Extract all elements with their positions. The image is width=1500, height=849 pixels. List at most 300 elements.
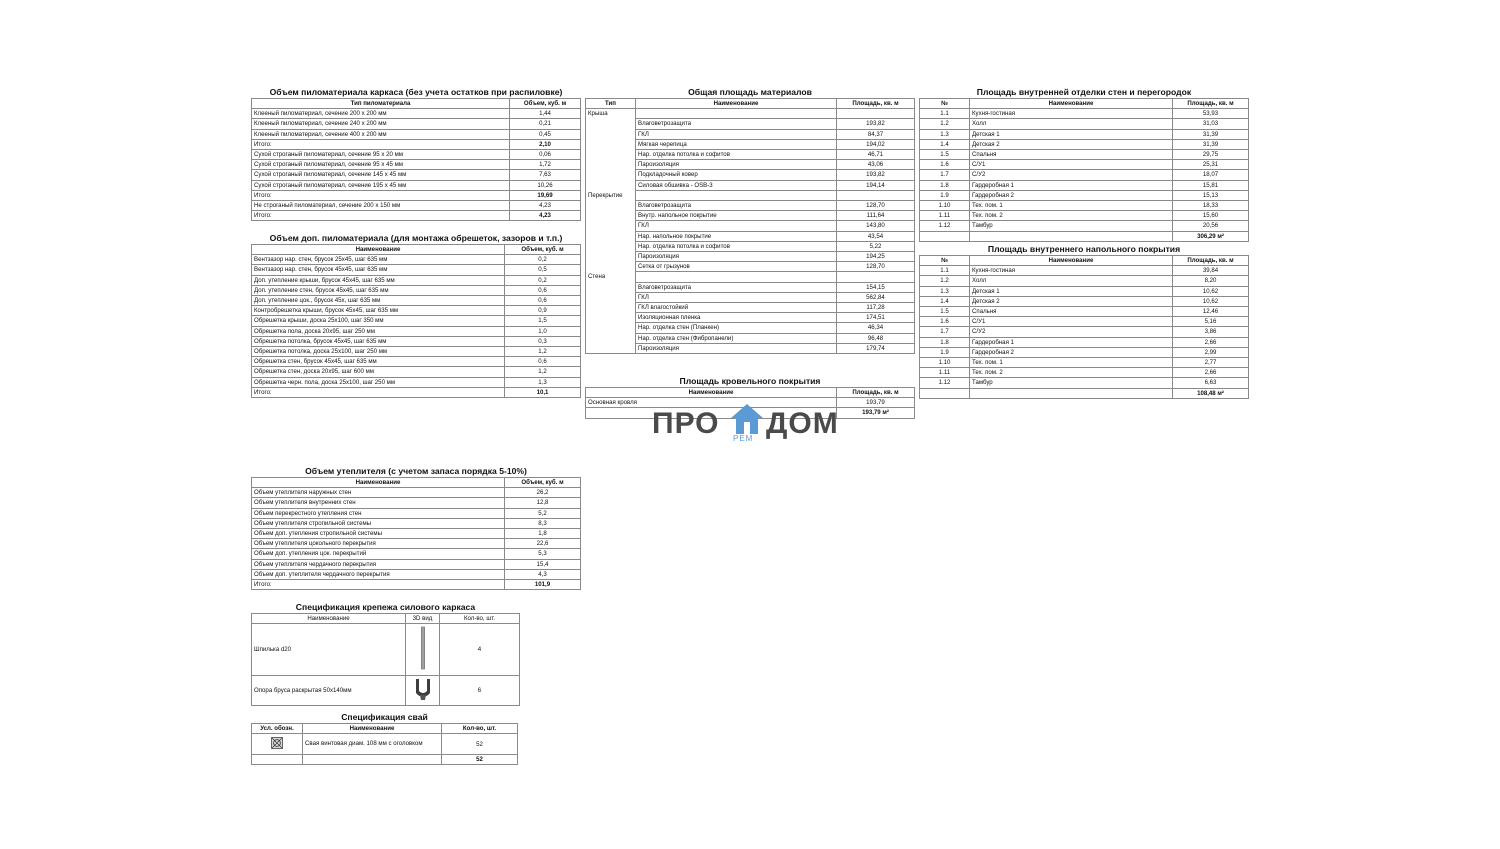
table-row [920, 327, 1249, 337]
table-row [252, 357, 581, 367]
room-area: 15,81 [1173, 180, 1249, 190]
room-number: 1.12 [920, 221, 970, 231]
col-header: Кол-во, шт. [440, 614, 520, 624]
fasteners-table [251, 613, 520, 706]
col-header: Объем, куб. м [510, 99, 581, 109]
item-name: Итого: [252, 387, 505, 397]
item-name: Вентзазор нар. стен, брусок 25х45, шаг 635 мм [252, 255, 505, 265]
item-value: 1,44 [510, 109, 581, 119]
logo-text-dom: ДОМ [766, 407, 839, 440]
materials-section [585, 87, 915, 354]
room-number: 1.5 [920, 307, 970, 317]
item-name: Объем доп. утеплителя чердачного перекрытия [252, 569, 505, 579]
empty-cell [920, 231, 970, 241]
empty-cell [586, 241, 636, 251]
material-area: 154,15 [837, 282, 915, 292]
roofing-total: 193,79 м² [837, 408, 915, 418]
empty-cell [252, 755, 303, 765]
total-row [252, 211, 581, 221]
empty-cell [586, 160, 636, 170]
item-value: 5,3 [505, 549, 581, 559]
room-number: 1.7 [920, 170, 970, 180]
material-area: 96,48 [837, 333, 915, 343]
empty-cell [586, 343, 636, 353]
table-row [920, 266, 1249, 276]
material-area: 111,64 [837, 211, 915, 221]
table-row [586, 129, 915, 139]
table-row [920, 170, 1249, 180]
logo-sub: РЕМ [733, 434, 754, 443]
col-header: Площадь, кв. м [837, 99, 915, 109]
item-value: 7,63 [510, 170, 581, 180]
item-value: 4,3 [505, 569, 581, 579]
material-name: Нар. отделка стен (Фибропанели) [636, 333, 837, 343]
table-row [252, 170, 581, 180]
item-name: Обрешетка черн. пола, доска 25х100, шаг 250 мм [252, 377, 505, 387]
item-value: 0,6 [505, 285, 581, 295]
total-area: 108,48 м² [1173, 388, 1249, 398]
empty-cell [303, 755, 442, 765]
table-row [586, 180, 915, 190]
material-name: Нар. отделка стен (Планкен) [636, 323, 837, 333]
room-number: 1.9 [920, 190, 970, 200]
room-area: 2,77 [1173, 358, 1249, 368]
room-number: 1.6 [920, 317, 970, 327]
table-row [252, 109, 581, 119]
logo [652, 403, 852, 445]
empty-cell [586, 303, 636, 313]
table-row [252, 255, 581, 265]
insulation-section [251, 466, 581, 590]
empty-cell [586, 211, 636, 221]
item-value: 0,9 [505, 306, 581, 316]
room-area: 53,93 [1173, 109, 1249, 119]
room-area: 8,20 [1173, 276, 1249, 286]
item-value: 0,45 [510, 129, 581, 139]
col-header: Объем, куб. м [505, 245, 581, 255]
material-name: Пароизоляция [636, 160, 837, 170]
total-row [252, 139, 581, 149]
room-area: 20,56 [1173, 221, 1249, 231]
table-row [586, 313, 915, 323]
table-row [586, 262, 915, 272]
material-area: 194,02 [837, 139, 915, 149]
room-name: Спальня [970, 150, 1173, 160]
room-name: С/У2 [970, 327, 1173, 337]
table-row [920, 211, 1249, 221]
room-name: Холл [970, 119, 1173, 129]
table-row [252, 734, 518, 755]
room-area: 31,39 [1173, 129, 1249, 139]
item-name: Клееный пиломатериал, сечение 400 х 200 мм [252, 129, 510, 139]
group-type: Стена [586, 272, 636, 282]
col-header: Тип [586, 99, 636, 109]
table-row [252, 275, 581, 285]
room-area: 18,33 [1173, 201, 1249, 211]
material-area: 194,25 [837, 252, 915, 262]
material-name: ГКЛ влагостойкий [636, 303, 837, 313]
total-row [252, 190, 581, 200]
item-name: Обрешетка пола, доска 20х95, шаг 250 мм [252, 326, 505, 336]
material-area: 194,14 [837, 180, 915, 190]
table-row [586, 303, 915, 313]
room-name: Тамбур [970, 221, 1173, 231]
room-name: Детская 1 [970, 129, 1173, 139]
empty-cell [920, 388, 970, 398]
col-header: Наименование [252, 614, 406, 624]
material-name: Пароизоляция [636, 343, 837, 353]
table-row [920, 276, 1249, 286]
table-row [920, 358, 1249, 368]
item-value: 0,6 [505, 296, 581, 306]
room-area: 15,60 [1173, 211, 1249, 221]
material-name: Влаговетрозащита [636, 119, 837, 129]
item-value: 1,72 [510, 160, 581, 170]
empty-cell [586, 323, 636, 333]
material-area: 43,06 [837, 160, 915, 170]
table-row [920, 160, 1249, 170]
table-row [252, 488, 581, 498]
room-name: Тех. пом. 1 [970, 358, 1173, 368]
item-value: 0,5 [505, 265, 581, 275]
item-value: 4,23 [510, 201, 581, 211]
material-name: ГКЛ [636, 129, 837, 139]
material-area: 562,84 [837, 292, 915, 302]
empty-cell [636, 190, 837, 200]
table-row [252, 569, 581, 579]
item-name: Обрешетка потолка, доска 25х100, шаг 250 мм [252, 347, 505, 357]
item-name: Контробрешетка крыши, брусок 45х45, шаг 635 мм [252, 306, 505, 316]
table-row [586, 211, 915, 221]
item-value: 4,23 [510, 211, 581, 221]
room-name: Гардеробная 1 [970, 180, 1173, 190]
material-name: ГКЛ [636, 221, 837, 231]
room-area: 18,07 [1173, 170, 1249, 180]
table-row [252, 347, 581, 357]
table-row [252, 180, 581, 190]
walls-finish-table [919, 98, 1249, 242]
item-name: Доп. утепление крыши, брусок 45х45, шаг 635 мм [252, 275, 505, 285]
empty-cell [586, 150, 636, 160]
table-row [252, 539, 581, 549]
table-row [252, 160, 581, 170]
logo-text-pro: ПРО [652, 407, 720, 440]
room-name: Детская 2 [970, 296, 1173, 306]
col-header: Наименование [970, 256, 1173, 266]
materials-table [585, 98, 915, 354]
room-name: Тех. пом. 1 [970, 201, 1173, 211]
table-row [252, 518, 581, 528]
room-area: 31,39 [1173, 139, 1249, 149]
room-number: 1.12 [920, 378, 970, 388]
extra-lumber-section [251, 233, 581, 398]
table-row [920, 150, 1249, 160]
material-area: 128,70 [837, 262, 915, 272]
room-area: 31,03 [1173, 119, 1249, 129]
stud-icon [406, 624, 440, 676]
table-row [920, 286, 1249, 296]
room-area: 29,75 [1173, 150, 1249, 160]
empty-cell [586, 282, 636, 292]
material-area: 193,82 [837, 170, 915, 180]
table-row [252, 285, 581, 295]
table-row [920, 368, 1249, 378]
room-name: Гардеробная 2 [970, 347, 1173, 357]
item-value: 1,0 [505, 326, 581, 336]
room-name: Кухня-гостиная [970, 109, 1173, 119]
room-number: 1.7 [920, 327, 970, 337]
total-row [920, 231, 1249, 241]
col-header: Площадь, кв. м [1173, 256, 1249, 266]
table-row [586, 119, 915, 129]
item-name: Объем доп. утепления цок. перекрытий [252, 549, 505, 559]
piles-table [251, 723, 518, 765]
material-name: ГКЛ [636, 292, 837, 302]
table-row [252, 316, 581, 326]
table-row [920, 119, 1249, 129]
room-number: 1.5 [920, 150, 970, 160]
insulation-table [251, 477, 581, 590]
item-name: Обрешетка стен, доска 20х95, шаг 600 мм [252, 367, 505, 377]
item-value: 22,6 [505, 539, 581, 549]
room-area: 3,86 [1173, 327, 1249, 337]
item-name: Сухой строганый пиломатериал, сечение 145 х 45 мм [252, 170, 510, 180]
empty-cell [586, 170, 636, 180]
group-row [586, 272, 915, 282]
table-row [920, 221, 1249, 231]
room-area: 25,31 [1173, 160, 1249, 170]
material-name: Нар. отделка потолка и софитов [636, 241, 837, 251]
room-name: С/У1 [970, 160, 1173, 170]
room-number: 1.1 [920, 266, 970, 276]
table-row [586, 333, 915, 343]
item-name: Сухой строганый пиломатериал, сечение 95 х 45 мм [252, 160, 510, 170]
empty-cell [586, 221, 636, 231]
item-value: 12,8 [505, 498, 581, 508]
table-row [252, 498, 581, 508]
room-number: 1.10 [920, 358, 970, 368]
col-header: Наименование [586, 388, 837, 398]
room-name: Детская 1 [970, 286, 1173, 296]
item-value: 0,3 [505, 336, 581, 346]
item-name: Не строганый пиломатериал, сечение 200 х 150 мм [252, 201, 510, 211]
room-name: Гардеробная 2 [970, 190, 1173, 200]
empty-cell [837, 109, 915, 119]
item-name: Объем утеплителя чердачного перекрытия [252, 559, 505, 569]
empty-cell [586, 139, 636, 149]
table-row [586, 241, 915, 251]
table-row [252, 676, 520, 706]
fasteners-title: Спецификация крепежа силового каркаса [295, 602, 476, 612]
material-area: 46,71 [837, 150, 915, 160]
table-row [586, 231, 915, 241]
table-row [252, 336, 581, 346]
room-area: 2,99 [1173, 347, 1249, 357]
room-number: 1.8 [920, 180, 970, 190]
item-value: 26,2 [505, 488, 581, 498]
material-name: Подкладочный ковер [636, 170, 837, 180]
total-row [920, 388, 1249, 398]
room-area: 10,62 [1173, 296, 1249, 306]
material-name: Нар. напольное покрытие [636, 231, 837, 241]
table-row [920, 129, 1249, 139]
col-header: № [920, 256, 970, 266]
empty-cell [586, 313, 636, 323]
item-value: 0,6 [505, 357, 581, 367]
table-row [920, 296, 1249, 306]
table-row [586, 343, 915, 353]
item-name: Объем перекрестного утепления стен [252, 508, 505, 518]
table-row [920, 201, 1249, 211]
table-row [586, 292, 915, 302]
col-header: 3D вид [406, 614, 440, 624]
room-number: 1.4 [920, 139, 970, 149]
item-value: 1,3 [505, 377, 581, 387]
material-area: 84,37 [837, 129, 915, 139]
col-header: Наименование [252, 478, 505, 488]
material-name: Внутр. напольное покрытие [636, 211, 837, 221]
item-value: 5,2 [505, 508, 581, 518]
empty-cell [586, 180, 636, 190]
item-name: Вентзазор нар. стен, брусок 45х45, шаг 635 мм [252, 265, 505, 275]
table-row [252, 119, 581, 129]
room-number: 1.3 [920, 129, 970, 139]
table-row [586, 139, 915, 149]
material-name: Пароизоляция [636, 252, 837, 262]
room-name: Тех. пом. 2 [970, 368, 1173, 378]
room-name: С/У1 [970, 317, 1173, 327]
piles-title: Спецификация свай [341, 712, 428, 722]
table-row [586, 160, 915, 170]
room-number: 1.10 [920, 201, 970, 211]
material-name: Влаговетрозащита [636, 282, 837, 292]
table-row [586, 323, 915, 333]
room-number: 1.3 [920, 286, 970, 296]
room-number: 1.9 [920, 347, 970, 357]
col-header: Кол-во, шт. [442, 724, 518, 734]
table-row [252, 296, 581, 306]
table-row [920, 190, 1249, 200]
empty-cell [586, 201, 636, 211]
table-row [252, 508, 581, 518]
room-area: 5,16 [1173, 317, 1249, 327]
group-row [586, 190, 915, 200]
fasteners-section [251, 602, 520, 706]
table-row [586, 221, 915, 231]
table-row [920, 307, 1249, 317]
material-area: 179,74 [837, 343, 915, 353]
item-value: 2,10 [510, 139, 581, 149]
item-value: 8,3 [505, 518, 581, 528]
item-name: Объем доп. утепления стропильной системы [252, 529, 505, 539]
table-row [586, 252, 915, 262]
empty-cell [970, 231, 1173, 241]
lumber-table [251, 98, 581, 221]
group-row [586, 109, 915, 119]
empty-cell [636, 109, 837, 119]
total-row [252, 387, 581, 397]
table-row [252, 559, 581, 569]
empty-cell [837, 190, 915, 200]
item-value: 1,2 [505, 367, 581, 377]
empty-cell [586, 252, 636, 262]
item-name: Сухой строганый пиломатериал, сечение 195 х 45 мм [252, 180, 510, 190]
floor-finish-table [919, 255, 1249, 399]
item-value: 19,69 [510, 190, 581, 200]
material-area: 143,80 [837, 221, 915, 231]
table-row [586, 170, 915, 180]
total-row [252, 755, 518, 765]
item-value: 0,21 [510, 119, 581, 129]
roofing-name: Основная кровля [586, 398, 837, 408]
item-name: Объем утеплителя внутренних стен [252, 498, 505, 508]
group-type: Крыша [586, 109, 636, 119]
table-row [252, 129, 581, 139]
empty-cell [970, 388, 1173, 398]
item-value: 10,26 [510, 180, 581, 190]
item-name: Итого: [252, 190, 510, 200]
fastener-name: Шпилька d20 [252, 624, 406, 676]
material-area: 43,54 [837, 231, 915, 241]
total-row [252, 580, 581, 590]
room-number: 1.11 [920, 368, 970, 378]
group-type: Перекрытие [586, 190, 636, 200]
lumber-section [251, 87, 581, 221]
col-header: Наименование [636, 99, 837, 109]
empty-cell [586, 333, 636, 343]
room-name: Холл [970, 276, 1173, 286]
room-area: 2,66 [1173, 368, 1249, 378]
table-row [920, 139, 1249, 149]
material-area: 193,82 [837, 119, 915, 129]
fastener-name: Опора бруса раскрытая 50х140мм [252, 676, 406, 706]
empty-cell [586, 119, 636, 129]
pile-qty: 52 [442, 734, 518, 755]
room-number: 1.4 [920, 296, 970, 306]
item-name: Обрешетка потолка, брусок 45х45, шаг 635 мм [252, 336, 505, 346]
room-number: 1.2 [920, 119, 970, 129]
item-name: Итого: [252, 139, 510, 149]
roofing-area: 193,79 [837, 398, 915, 408]
room-number: 1.2 [920, 276, 970, 286]
roofing-title: Площадь кровельного покрытия [679, 376, 821, 386]
table-row [252, 624, 520, 676]
material-name: Влаговетрозащита [636, 201, 837, 211]
item-name: Сухой строганый пиломатериал, сечение 95 х 20 мм [252, 150, 510, 160]
empty-cell [586, 129, 636, 139]
table-row [252, 201, 581, 211]
walls-finish-section [919, 87, 1249, 242]
item-value: 101,9 [505, 580, 581, 590]
item-name: Клееный пиломатериал, сечение 240 х 200 мм [252, 119, 510, 129]
floor-finish-section [919, 244, 1249, 399]
table-row [586, 201, 915, 211]
material-name: Мягкая черепица [636, 139, 837, 149]
room-name: С/У2 [970, 170, 1173, 180]
item-name: Доп. утепление стен, брусок 45х45, шаг 635 мм [252, 285, 505, 295]
floor-finish-title: Площадь внутреннего напольного покрытия [987, 244, 1181, 254]
walls-finish-title: Площадь внутренней отделки стен и перегородок [976, 87, 1192, 97]
table-row [586, 282, 915, 292]
col-header: Наименование [303, 724, 442, 734]
room-name: Спальня [970, 307, 1173, 317]
table-row [920, 317, 1249, 327]
room-number: 1.6 [920, 160, 970, 170]
table-row [920, 180, 1249, 190]
insulation-title: Объем утеплителя (с учетом запаса порядка 5-10%) [305, 466, 527, 476]
table-row [252, 306, 581, 316]
col-header: Площадь, кв. м [837, 388, 915, 398]
